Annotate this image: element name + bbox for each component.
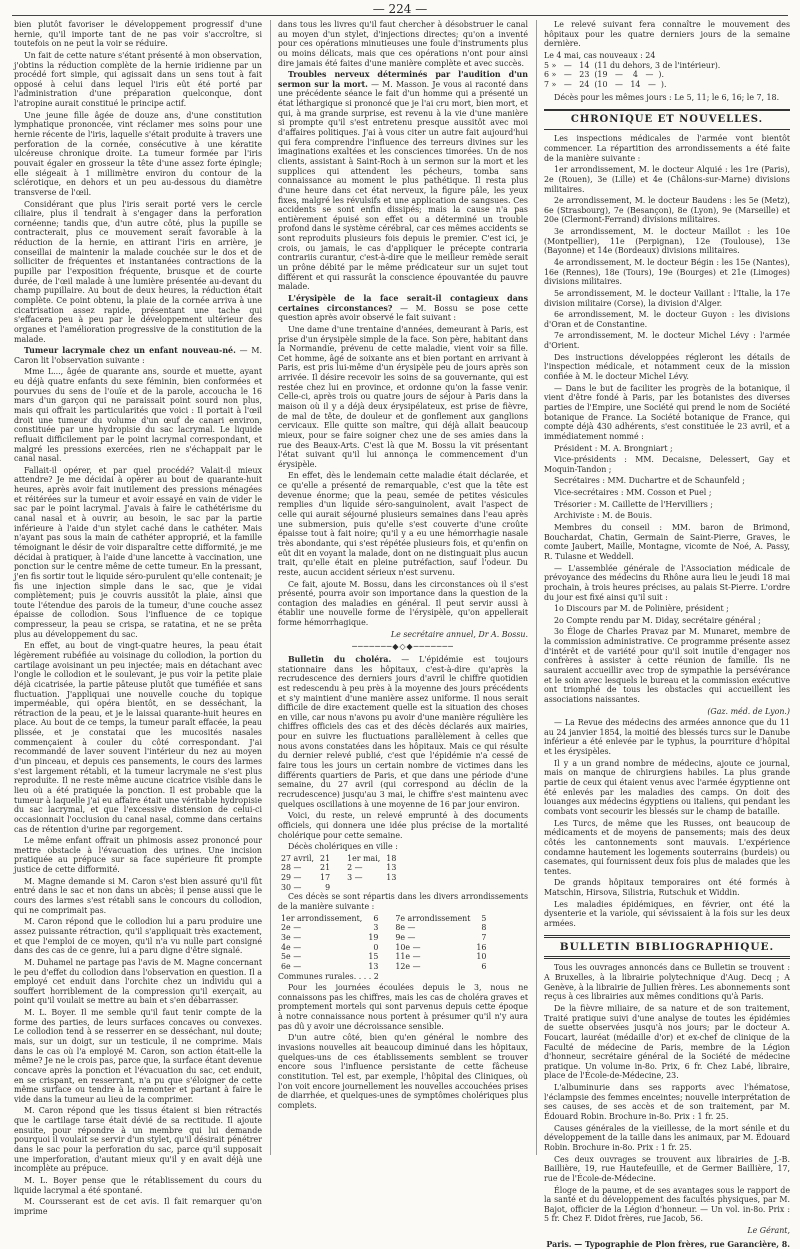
paragraph: 5e arrondissement, M. le docteur Vaillant : l'Italie, la 17e division militaire (Corse), la division d'Alger. bbox=[544, 288, 790, 308]
paragraph: Le même enfant offrait un phimosis assez prononcé pour mettre obstacle à l'évacuation des urines. Une incision pratiquée au prépuce sur sa face supérieure fit prompte justice de cette difformité. bbox=[14, 836, 262, 875]
paragraph: Considérant que plus l'iris serait porté vers le cercle ciliaire, plus il tendrait à s'engager dans la perforation cornéenne; tandis que, d'un autre côté, plus la pupille se contracterait, plus ce mouvement serait favorable à la réduction de la hernie, en attirant l'iris en arrière, je conseillai de maintenir la malade couchée sur le dos et de solliciter de fréquentes et instantanées contractions de la pupille par l'exposition fréquente, brusque et de courte durée, de l'œil malade à une lumière présentée au-devant du champ pupillaire. Au bout de deux heures, la réduction était complète. Ce point obtenu, la plaie de la cornée arriva à une cicatrisation assez rapide, présentant une tache qui s'effacera peu à peu par le développement ultérieur des organes et l'amélioration progressive de la constitution de la malade. bbox=[14, 199, 262, 344]
paragraph: Une dame d'une trentaine d'années, demeurant à Paris, est prise d'un érysipèle simple de la face. Son père, habitant dans la Normandie, prévenu de cette maladie, vient voir sa fille. Cet homme, âgé de soixante ans et bien portant en arrivant à Paris, est pris lui-même d'un érysipèle peu de jours après son arrivée. Il désire recevoir les soins de sa gouvernante, qui est restée chez lui en province, et ordonne qu'on la fasse venir. Celle-ci, après trois ou quatre jours de séjour à Paris dans la maison où il y a déjà deux érysipélateux, est prise de fièvre, de mal de tête, de douleur et de gonflement aux ganglions cervicaux. Elle quitte son maître, qui déjà allait beaucoup mieux, pour se faire soigner chez une de ses amies dans la rue des Beaux-Arts. C'est là que M. Bossu la vit présentant l'état suivant qu'il lui annonça le commencement d'un érysipèle. bbox=[278, 324, 528, 469]
table-cell: 15 bbox=[368, 952, 379, 962]
paragraph: Vice-présidents : MM. Decaisne, Delessert, Gay et Moquin-Tandon ; bbox=[544, 455, 790, 474]
arrondissement-row bbox=[278, 952, 489, 962]
table-cell: 1er mai, bbox=[347, 853, 381, 863]
table-cell: 1er arrondissement, bbox=[281, 913, 363, 923]
article-heading bbox=[278, 294, 528, 323]
paragraph: — La Revue des médecins des armées annonce que du 11 au 24 janvier 1854, la moitié des blessés turcs sur le Danube inférieur a été enlevée par le typhus, la pourriture d'hôpital et les érysipèles. bbox=[544, 718, 790, 757]
paragraph: M. L. Boyer. Il me semble qu'il faut tenir compte de la forme des parties, de leurs surfaces concaves ou convexes. Le collodion tend à se resserrer en se desséchant, nul doute; mais, sur un doigt, sur un testicule, il ne comprime. Mais dans le cas où l'a employé M. Caron, son action était-elle la même? Je ne le crois pas, parce que, la surface étant devenue concave après la ponction et l'évacuation du sac, cet enduit, en se crispant, en resserrant, n'a pu que s'éloigner de cette même surface ou tendre à la remonter et partant à faire le vide dans la tumeur au lieu de la comprimer. bbox=[14, 1008, 262, 1104]
article-heading bbox=[278, 655, 528, 809]
heading-title: Troubles nerveux déterminés par l'audition d'un sermon sur la mort. bbox=[278, 70, 528, 89]
table-cell bbox=[383, 883, 399, 893]
heading-title: Tumeur lacrymale chez un enfant nouveau-né. bbox=[24, 346, 236, 356]
table-cell: 17 bbox=[320, 873, 331, 883]
table-cell: 29 — bbox=[281, 873, 302, 883]
table-cell: 18 bbox=[386, 853, 397, 863]
paragraph: Un fait de cette nature s'étant présenté à mon observation, j'obtins la réduction complète de la hernie iridienne par un procédé fort simple, qui agissait dans un sens tout à fait opposé à celui dans lequel l'iris eût été porté par l'administration d'une préparation quelconque, dont l'atropine aurait constitué le principe actif. bbox=[14, 50, 262, 109]
paragraph: M. Magne demande si M. Caron s'est bien assuré qu'il fût entré dans le sac et non dans un abcès; il pense aussi que le cours des larmes s'est rétabli sans le concours du collodion, qui ne comprimait pas. bbox=[14, 876, 262, 915]
paragraph: De la fièvre miliaire, de sa nature et de son traitement, Traité pratique suivi d'une analyse de toutes les épidémies de suette observées jusqu'à nos jours; par le docteur A. Foucart, lauréat (médaille d'or) et ex-chef de clinique de la Faculté de médecine de Paris, membre de la Légion d'honneur, secrétaire général de la Société de médecine pratique. Un volume in-8o. Prix, 6 fr. Chez Labé, libraire, place de l'École-de-Médecine, 23. bbox=[544, 1004, 790, 1081]
paragraph: 2e arrondissement, M. le docteur Baudens : les 5e (Metz), 6e (Strasbourg), 7e (Besançon), 8e (Lyon), 9e (Marseille) et 20e (Clermont-Ferrand) divisions militaires. bbox=[544, 196, 790, 225]
table-cell: 0 bbox=[373, 942, 379, 952]
source-citation: (Gaz. méd. de Lyon.) bbox=[707, 706, 790, 716]
table-cell: 13 bbox=[386, 873, 397, 883]
paragraph: bien plutôt favoriser le développement progressif d'une hernie, qu'il importe tant de ne pas voir s'accroître, si toutefois on ne peut la voir se réduire. bbox=[14, 20, 262, 49]
table-cell: 19 bbox=[368, 932, 379, 942]
paragraph: Les Turcs, de même que les Russes, ont beaucoup de médicaments et de moyens de pansements; mais des deux côtés les cantonnements sont mauvais. L'expérience condamne hautement les logements souterrains (burdeis) ou casemates, qui fournissent deux fois plus de malades que les tentes. bbox=[544, 818, 790, 876]
deaths-row bbox=[278, 883, 399, 893]
table-cell: 3 — bbox=[347, 873, 363, 883]
deaths-row bbox=[278, 873, 399, 883]
table-cell: 4e — bbox=[281, 942, 302, 952]
arrondissement-row bbox=[278, 923, 489, 933]
arrondissement-row bbox=[278, 914, 489, 924]
table-cell: 2 — bbox=[347, 863, 363, 873]
paragraph: Des instructions développées régleront les détails de l'inspection médicale, et notamment ceux de la mission confiée à M. le docteur Michel Lévy. bbox=[544, 352, 790, 382]
table-cell: 13 bbox=[386, 863, 397, 873]
table-cell: 9e — bbox=[395, 932, 416, 942]
paragraph: Trésorier : M. Caillette de l'Hervilliers ; bbox=[554, 499, 713, 509]
paragraph: Président : M. A. Brongniart ; bbox=[554, 443, 673, 453]
table-cell: 10e — bbox=[395, 942, 421, 952]
deaths-row bbox=[278, 854, 399, 864]
paragraph: Voici, du reste, un relevé emprunté à des documents officiels, qui donnera une idée plus précise de la mortalité cholérique pour cette semaine. bbox=[278, 811, 528, 840]
table-cell: 8e — bbox=[395, 923, 416, 933]
paragraph: 1er arrondissement, M. le docteur Alquié : les 1re (Paris), 2e (Rouen), 3e (Lille) et 4e (Châlons-sur-Marne) divisions militaires. bbox=[544, 165, 790, 194]
paragraph: De grands hôpitaux temporaires ont été formés à Matschin, Hirsova, Silistria, Rutschuk et Widdin. bbox=[544, 878, 790, 898]
table-cell: 13 bbox=[368, 961, 379, 971]
table-cell: 10 bbox=[476, 952, 487, 962]
paragraph: M. Caron répond que les tissus étaient si bien rétractés que le cartilage tarse était dévié de sa rectitude. Il ajoute ensuite, pour répondre à un membre qui lui demande pourquoi il voulait se servir d'un stylet, qu'il désirait pénétrer dans le sac pour la perforation du sac, parce qu'il supposait une imperforation, d'autant mieux qu'il y en avait déjà une incomplète au prépuce. bbox=[14, 1106, 262, 1174]
paragraph: 3e arrondissement, M. le docteur Maillot : les 10e (Montpellier), 11e (Perpignan), 12e (Toulouse), 13e (Bayonne) et 14e (Bordeaux) divisions militaires. bbox=[544, 227, 790, 256]
arrondissement-row bbox=[278, 933, 489, 943]
column-3 bbox=[544, 20, 790, 1249]
heading-text: — L'épidémie est toujours stationnaire dans les hôpitaux, c'est-à-dire qu'après la recrudescence des derniers jours d'avril le chiffre quotidien est redescendu à peu près à la moyenne des jours précédents et s'y maintient d'une manière assez uniforme. Il nous serait difficile de dire exactement quelle est la situation des choses en ville, car nous n'avons pu avoir d'une manière régulière les chiffres officiels des cas et des décès déclarés aux mairies, pour en suivre les fluctuations parallèlement à celles que nous avons constatées dans les hôpitaux. Mais ce qui résulte du dernier relevé publié, c'est que l'épidémie n'a cessé de faire tous les jours un certain nombre de victimes dans les différents quartiers de Paris, et que dans une période d'une semaine, du 27 avril (qui correspond au déclin de la recrudescence) jusqu'au 3 mai, le chiffre s'est maintenu avec quelques oscillations à une moyenne de 16 par jour environ. bbox=[278, 655, 529, 809]
paragraph: Le relevé suivant fera connaître le mouvement des hôpitaux pour les quatre derniers jours de la semaine dernière. bbox=[544, 20, 790, 49]
paragraph: Mme L..., âgée de quarante ans, sourde et muette, ayant eu déjà quatre enfants du sexe féminin, bien conformées et pourvues du sens de l'ouïe et de la parole, accoucha le 16 mars d'un garçon qui ne paraissait point sourd non plus, mais qui offrait les particularités que voici : Il portait à l'œil droit une tumeur du volume d'un œuf de canari environ, constituée par une hydropisie du sac lacrymal. Le liquide refluait difficilement par le point lacrymal correspondant, et malgré les pressions exercées, rien ne s'échappait par le canal nasal. bbox=[14, 367, 262, 464]
paragraph: L'albuminurie dans ses rapports avec l'hématose, l'éclampsie des femmes enceintes; nouvelle interprétation de ses causes, de ses accès et de son traitement, par M. Édouard Robin. Brochure in-8o. Prix : 1 fr. 25. bbox=[544, 1083, 790, 1122]
paragraph: 4e arrondissement, M. le docteur Bégin : les 15e (Nantes), 16e (Rennes), 18e (Tours), 19e (Bourges) et 21e (Limoges) divisions militaires. bbox=[544, 258, 790, 287]
paragraph: Causes générales de la vieillesse, de la mort sénile et du développement de la taille dans les animaux, par M. Édouard Robin. Brochure in-8o. Prix : 1 fr. 25. bbox=[544, 1123, 790, 1152]
signature: Le secrétaire annuel, Dr A. Bossu. bbox=[390, 629, 528, 639]
paragraph: 1o Discours par M. de Polinière, président ; bbox=[554, 604, 729, 614]
paragraph: En effet, au bout de vingt-quatre heures, la peau était légèrement rubéfiée au voisinage du collodion, la portion du cartilage avoisinant un peu injectée; mais en détachant avec l'ongle le collodion et le soulevant, je pus voir la petite plaie déjà cicatrisée, la partie pâteuse plutôt que tuméfiée et sans fluctuation. J'appliquai une nouvelle couche du topique imperméable, qui opéra bientôt, en se desséchant, la rétraction de la peau, et je le laissai quarante-huit heures en place. Au bout de ce temps, la tumeur paraît effacée, la peau plissée, et je constatai que les mucosités nasales commençaient à couler du côté correspondant. J'ai recommandé de laver souvent l'intérieur du nez au moyen d'un pinceau, et depuis ces pansements, le cours des larmes s'est largement rétabli, et la tumeur lacrymale ne s'est plus reproduite. Il ne reste même aucune cicatrice visible dans le lieu où a été pratiquée la ponction. Il est probable que la tumeur à laquelle j'ai eu affaire était une véritable hydropisie du sac lacrymal, et que l'excessive distension de celui-ci occasionnait l'occlusion du canal nasal, comme dans certains cas de rétention d'urine par regorgement. bbox=[14, 641, 262, 834]
table-cell: 6 bbox=[373, 913, 379, 923]
list-item: Le 4 mai, cas nouveaux : 24 bbox=[544, 50, 656, 60]
table-cell: 3e — bbox=[281, 932, 302, 942]
table-cell bbox=[344, 883, 383, 893]
table-cell: 6e — bbox=[281, 961, 302, 971]
paragraph: — L'assemblée générale de l'Association médicale de prévoyance des médecins du Rhône aura lieu le jeudi 18 mai prochain, à trois heures précises, au palais St-Pierre. L'ordre du jour est fixé ainsi qu'il suit : bbox=[544, 563, 790, 602]
table-cell: 21 bbox=[320, 863, 331, 873]
article-heading bbox=[14, 346, 262, 365]
list-item: 5 » — 14 (11 du dehors, 3 de l'intérieur). bbox=[544, 60, 721, 70]
table-cell: 5 bbox=[481, 913, 487, 923]
heading-text: — M. Bossu se pose cette question après avoir observé le fait suivant : bbox=[278, 303, 528, 323]
paragraph: Les inspections médicales de l'armée vont bientôt commencer. La répartition des arrondissements a été faite de la manière suivante : bbox=[544, 134, 790, 163]
paragraph: Ces deux ouvrages se trouvent aux librairies de J.-B. Baillière, 19, rue Hautefeuille, et de Germer Baillière, 17, rue de l'École-de-Médecine. bbox=[544, 1154, 790, 1183]
arrondissement-table bbox=[278, 914, 489, 972]
table-cell: 6 bbox=[481, 961, 487, 971]
table-cell: 12e — bbox=[395, 961, 421, 971]
table-cell: 2e — bbox=[281, 923, 302, 933]
article-heading bbox=[278, 70, 528, 292]
list-item: 6 » — 23 (19 — 4 — ). bbox=[544, 70, 664, 80]
table-cell: 7e arrondissement bbox=[395, 913, 471, 923]
paragraph: Les maladies épidémiques, en février, ont été la dysenterie et la variole, qui sévissaient à la fois sur les deux armées. bbox=[544, 899, 790, 928]
gerant-label: Le Gérant, bbox=[747, 1226, 790, 1236]
deaths-row bbox=[278, 863, 399, 873]
paragraph: — Dans le but de faciliter les progrès de la botanique, il vient d'être fondé à Paris, par les botanistes des diverses parties de l'Empire, une Société qui prend le nom de Société botanique de France. La Société botanique de France, qui compte déjà 430 adhérents, s'est constituée le 23 avril, et a immédiatement nommé : bbox=[544, 383, 790, 441]
table-cell: 11e — bbox=[395, 952, 421, 962]
paragraph: 6e arrondissement, M. le docteur Guyon : les divisions d'Oran et de Constantine. bbox=[544, 310, 790, 329]
paragraph: Archiviste : M. de Bouis. bbox=[554, 511, 653, 521]
paragraph: En effet, dès le lendemain cette maladie était déclarée, et ce qu'elle a présenté de remarquable, c'est que la tête est devenue énorme; que la peau, semée de petites vésicules remplies d'un liquide séro-sanguinolent, avait l'aspect de celle qui aurait séjourné plusieurs semaines dans l'eau après une submersion, puis qu'elle s'est couverte d'une croûte épaisse tout à fait noire; qu'il y a eu une hémorrhagie nasale très abondante, qui s'est répétée plusieurs fois, et qu'enfin on eût dit en voyant la malade, dont on ne distinguait plus aucun trait, qu'elle était en pleine putréfaction, sauf l'odeur. Du reste, aucun accident sérieux n'est survenu. bbox=[278, 471, 528, 577]
table-cell: 3 bbox=[373, 923, 379, 933]
table-cell: 7 bbox=[481, 932, 487, 942]
paragraph: M. Coursserant est de cet avis. Il fait remarquer qu'on imprime bbox=[14, 1197, 262, 1216]
table-cell: 30 — bbox=[281, 882, 302, 892]
table-cell: 8 bbox=[481, 923, 487, 933]
heading-title: L'érysipèle de la face serait-il contagieux dans certaines circonstances? bbox=[278, 293, 528, 313]
paragraph: M. Caron répond que le collodion lui a paru produire une assez puissante rétraction, qu'il s'appliquait très exactement, et que l'emploi de ce moyen, qu'il n'a vu nulle part consigné dans des cas de ce genre, lui a paru digne d'être signalé. bbox=[14, 917, 262, 956]
section-heading: CHRONIQUE ET NOUVELLES. bbox=[544, 109, 790, 130]
column-1 bbox=[14, 20, 262, 1216]
ornament-divider: ───────◆◇◆─────── bbox=[352, 642, 454, 652]
paragraph: Pour les journées écoulées depuis le 3, nous ne connaissons pas les chiffres, mais les cas de choléra graves et promptement mortels qui sont parvenus depuis cette époque à notre connaissance nous portent à présumer qu'il n'y aura pas dû y avoir une décroissance sensible. bbox=[278, 983, 528, 1031]
communes-line: Communes rurales. . . . 2 bbox=[278, 971, 379, 981]
heading-text: — M. Masson. Je vous ai raconté dans une précédente séance le fait d'un homme qui a présenté un état léthargique si prononcé que je l'ai cru mort, bien mort, et qui, à ma grande surprise, est revenu à la vie d'une manière si prompte qu'il s'est entretenu presque aussitôt avec moi d'affaires politiques. J'ai à vous citer un autre fait aujourd'hui qui fera comprendre l'influence des terreurs divines sur les imaginations exaltées et les consciences timorées. Un de nos clients, assistant à Saint-Roch à un sermon sur la mort et les supplices qui attendent les pécheurs, tomba sans connaissance au moment le plus pathétique. Il resta plus d'une heure dans cet état nerveux, la figure pâle, les yeux fixes, malgré les révulsifs et une application de sangsues. Ces accidents se sont enfin dissipés; mais la cause n'a pas entièrement épuisé son effet ou a déterminé un trouble profond dans le système cérébral, car ces mêmes accidents se sont reproduits plusieurs fois depuis le premier. C'est ici, je crois, ou jamais, le cas d'appliquer le précepte contraria contrariis curantur, c'est-à-dire que le meilleur remède serait un prône débité par le même prédicateur sur un sujet tout différent et qui rassurât la conscience épouvantée du pauvre malade. bbox=[278, 79, 529, 292]
heading-text: — M. Caron lit l'observation suivante : bbox=[14, 346, 262, 365]
paragraph: Fallait-il opérer, et par quel procédé? Valait-il mieux attendre? Je me décidai à opérer au bout de quarante-huit heures, après avoir fait inutilement des pressions ménagées et réitérées sur la tumeur et avoir essayé en vain de vider le sac par le point lacrymal. J'avais à faire le cathétérisme du canal nasal et à ouvrir, au besoin, le sac par la partie inférieure à l'aide d'un stylet caché dans le cathéter. Mais n'ayant pas sous la main de cathéter approprié, et la famille témoignant le désir de voir disparaître cette difformité, je me décidai à pratiquer, à l'aide d'une lancette à vaccination, une ponction sur le centre même de cette tumeur. En la pressant, j'en fis sortir tout le liquide séro-purulent qu'elle contenait; je fis une injection simple dans le sac, que je vidai complètement; puis je couvris aussitôt la plaie, ainsi que toute l'étendue des parois de la tumeur, d'une couche assez épaisse de collodion. Sous l'influence de ce topique compresseur, la peau se crispa, se ratatina, et ne se prêta plus au développement du sac. bbox=[14, 465, 262, 639]
paragraph: Décès pour les mêmes jours : Le 5, 11; le 6, 16; le 7, 18. bbox=[554, 93, 780, 103]
paragraph: Il y a un grand nombre de médecins, ajoute ce journal, mais on manque de chirurgiens habiles. La plus grande partie de ceux qui étaient venus avec l'armée égyptienne ont été enlevés par les maladies des camps. On doit des louanges aux médecins égyptiens ou italiens, qui pendant les combats vont secourir les blessés sur le champ de bataille. bbox=[544, 758, 790, 816]
section-heading: BULLETIN BIBLIOGRAPHIQUE. bbox=[544, 935, 790, 960]
paragraph: 7e arrondissement, M. le docteur Michel Lévy : l'armée d'Orient. bbox=[544, 331, 790, 351]
deaths-heading: Décès cholériques en ville : bbox=[288, 842, 398, 852]
arrondissement-row bbox=[278, 943, 489, 953]
table-cell: 27 avril, bbox=[281, 853, 315, 863]
paragraph: 2o Compte rendu par M. Diday, secrétaire général ; bbox=[554, 615, 761, 625]
paragraph: Membres du conseil : MM. baron de Brimond, Bouchardat, Chatin, Germain de Saint-Pierre, Graves, le comte Jaubert, Maille, Montagne, vicomte de Noé, A. Passy, R. Tulasne et Weddell. bbox=[544, 523, 790, 561]
paragraph: D'un autre côté, bien qu'en général le nombre des invasions nouvelles ait beaucoup diminué dans les hôpitaux, quelques-uns de ces établissements semblent se trouver encore sous l'influence persistante de cette fâcheuse constitution. Tel est, par exemple, l'hôpital des Cliniques, où l'on voit encore journellement les nouvelles accouchées prises de diarrhée, et quelques-unes de symptômes cholériques plus complets. bbox=[278, 1033, 528, 1110]
column-divider bbox=[536, 20, 537, 1155]
paragraph: Vice-secrétaires : MM. Cosson et Puel ; bbox=[554, 488, 712, 498]
heading-title: Bulletin du choléra. bbox=[288, 655, 392, 664]
table-cell: 28 — bbox=[281, 863, 302, 873]
paragraph: Éloge de la paume, et de ses avantages sous le rapport de la santé et du développement des facultés physiques, par M. Bajot, officier de la Légion d'honneur. — Un vol. in-8o. Prix : 5 fr. Chez F. Didot frères, rue Jacob, 56. bbox=[544, 1185, 790, 1224]
hospital-list bbox=[544, 51, 790, 90]
deaths-table bbox=[278, 854, 399, 893]
imprint: Paris. — Typographie de Plon frères, rue Garancière, 8. bbox=[546, 1239, 790, 1249]
column-divider bbox=[270, 20, 271, 1155]
paragraph: Secrétaires : MM. Duchartre et de Schaunfeld ; bbox=[554, 476, 745, 486]
paragraph: Ce fait, ajoute M. Bossu, dans les circonstances où il s'est présenté, pourra avoir son importance dans la question de la contagion des maladies en général. Il peut servir aussi à établir une nouvelle forme de l'érysipèle, qu'on appellerait forme hémorrhagique. bbox=[278, 579, 528, 628]
paragraph: M. L. Boyer pense que le rétablissement du cours du liquide lacrymal a été spontané. bbox=[14, 1175, 262, 1195]
top-rule bbox=[12, 15, 788, 16]
table-cell: 16 bbox=[476, 942, 487, 952]
table-cell: 21 bbox=[320, 853, 331, 863]
list-item: 7 » — 24 (10 — 14 — ). bbox=[544, 79, 667, 89]
column-2 bbox=[278, 20, 528, 1157]
paragraph: Ces décès se sont répartis dans les divers arrondissements de la manière suivante : bbox=[278, 892, 528, 912]
paragraph: Une jeune fille âgée de douze ans, d'une constitution lymphatique prononcée, vint réclamer mes soins pour une hernie récente de l'iris, laquelle s'était produite à travers une perforation de la cornée, consécutive à une kératite ulcéreuse chronique droite. La tumeur formée par l'iris pouvait égaler en grosseur la tête d'une assez forte épingle; elle siégeait à 1 millimètre environ du contour de la sclérotique, en dehors et un peu au-dessous du diamètre transverse de l'œil. bbox=[14, 110, 262, 197]
paragraph: 3o Éloge de Charles Pravaz par M. Munaret, membre de la commission administrative. Ce programme présente assez d'intérêt et de variété pour qu'il soit inutile d'engager nos confrères à assister à cette réunion de famille. Ils ne sauraient accueillir avec trop de sympathie la persévérance et le soin avec lesquels le bureau et la commission exécutive ont triomphé de tous les obstacles qui accueillent les associations naissantes. bbox=[544, 627, 790, 704]
page-number: — 224 — bbox=[372, 2, 428, 16]
arrondissement-row bbox=[278, 962, 489, 972]
table-cell: 5e — bbox=[281, 952, 302, 962]
paragraph: dans tous les livres qu'il faut chercher à désobstruer le canal au moyen d'un stylet, d'injections directes; qu'on a inventé pour ces opérations minutieuses une foule d'instruments plus ou moins délicats, mais que ces opérations n'ont pour ainsi dire jamais été faites d'une manière complète et avec succès. bbox=[278, 20, 528, 68]
paragraph: Tous les ouvrages annoncés dans ce Bulletin se trouvent : A Bruxelles, à la librairie polytechnique d'Aug. Decq ; A Genève, à la librairie de Jullien frères. Les abonnements sont reçus à ces librairies aux mêmes conditions qu'à Paris. bbox=[544, 963, 790, 1002]
table-cell: 9 bbox=[325, 882, 331, 892]
paragraph: M. Duhamel ne partage pas l'avis de M. Magne concernant le peu d'effet du collodion dans l'observation en question. Il a employé cet enduit dans l'orchite chez un individu qui a souffert horriblement de la compression qu'il exerçait, au point qu'il voulait se mettre au bain et s'en débarrasser. bbox=[14, 957, 262, 1006]
